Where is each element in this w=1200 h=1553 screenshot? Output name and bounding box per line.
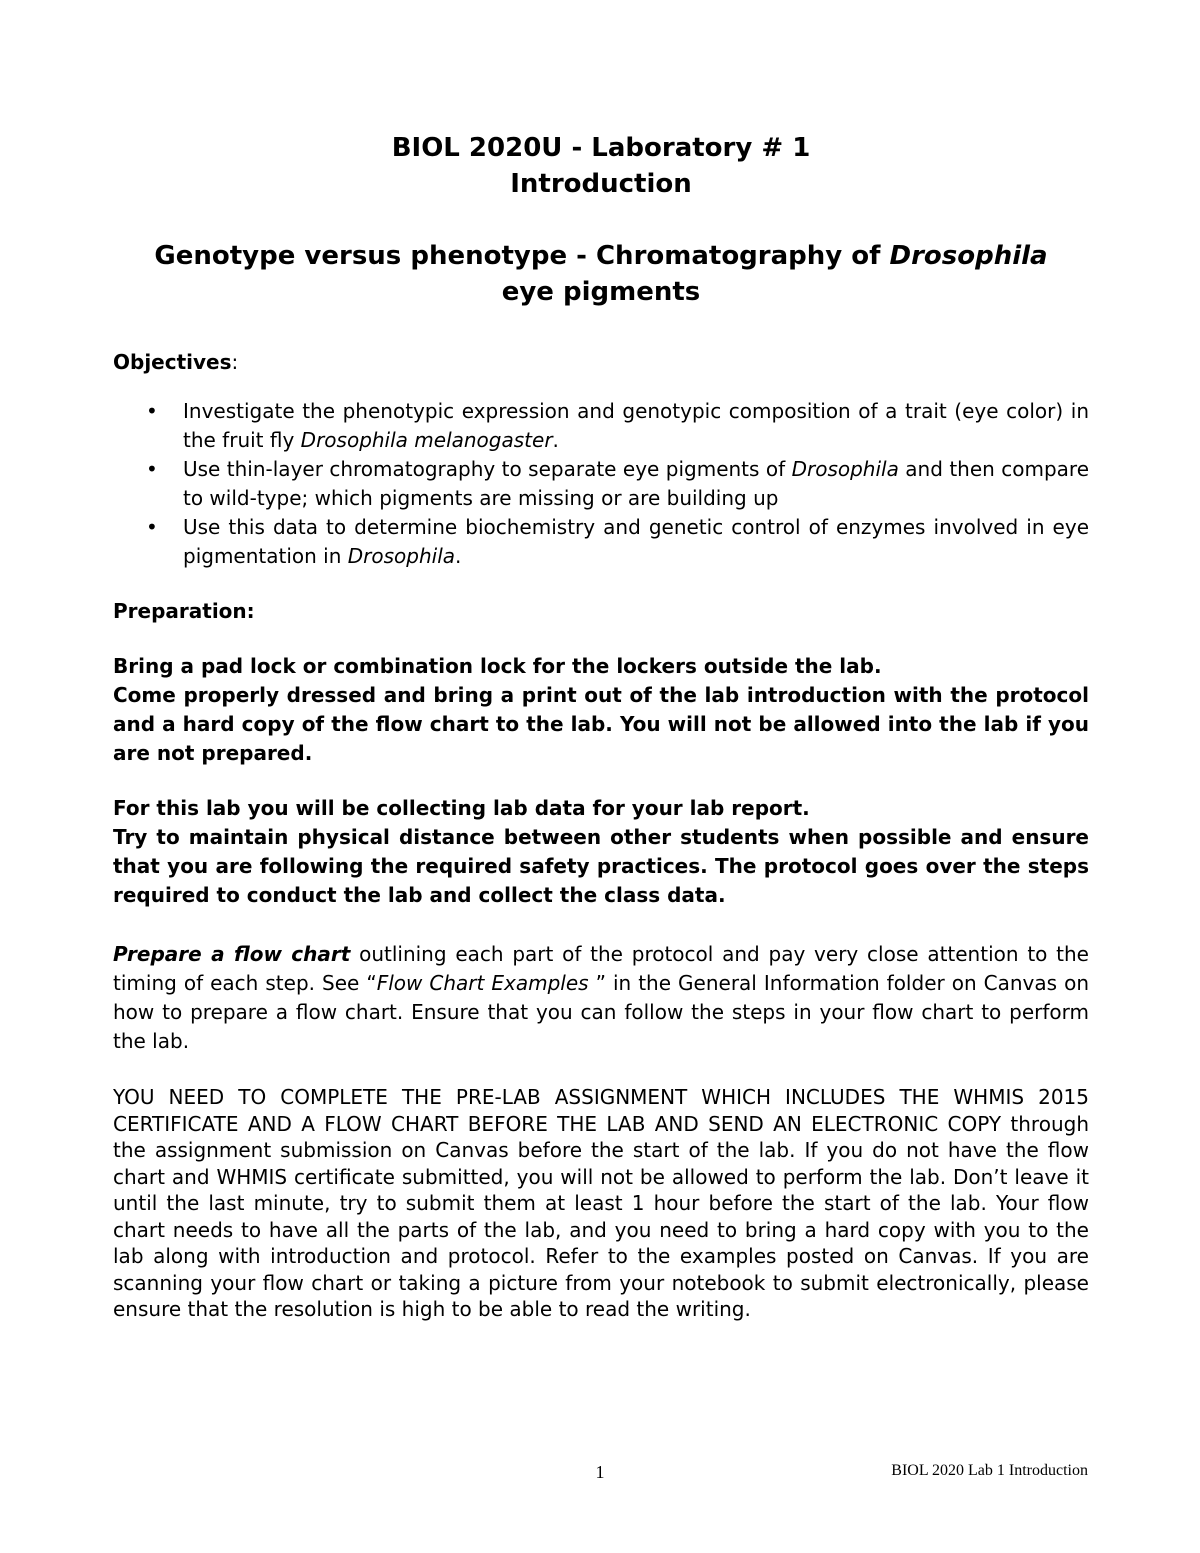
flow-chart-examples-ref: Flow Chart Examples	[376, 971, 589, 995]
footer-document-title: BIOL 2020 Lab 1 Introduction	[891, 1462, 1088, 1479]
safety-note: Try to maintain physical distance between other students when possible and ensure that you are following the required safety practices. The protocol goes over the steps required to conduct the lab and collect the class data.	[113, 825, 1089, 907]
flow-chart-lead: Prepare a flow chart	[113, 942, 351, 966]
objective-text: .	[455, 544, 462, 568]
list-item	[113, 513, 1089, 571]
lab-title: BIOL 2020U - Laboratory # 1	[391, 133, 811, 163]
title-block	[113, 130, 1089, 202]
objective-species: Drosophila	[347, 544, 456, 568]
objective-text: .	[552, 428, 559, 452]
objectives-heading	[113, 348, 1089, 377]
objective-text: Investigate the phenotypic expression and genotypic composition of a trait (eye color) in the fruit fly	[183, 399, 1089, 452]
preparation-paragraph-2	[113, 794, 1089, 910]
preparation-paragraph-1	[113, 652, 1089, 768]
objectives-list	[113, 397, 1089, 571]
lab-section-title: Introduction	[510, 169, 692, 199]
dress-instruction: Come properly dressed and bring a print out of the lab introduction with the protocol and a hard copy of the flow chart to the lab. You will not be allowed into the lab if you are not prepared.	[113, 683, 1089, 765]
subtitle-text-line2: eye pigments	[501, 277, 701, 307]
subtitle-species: Drosophila	[889, 241, 1048, 271]
flow-chart-text: outlining each part of the protocol and pay very close attention to the timing of each step. See “	[113, 942, 1089, 995]
objective-species: Drosophila melanogaster	[300, 428, 553, 452]
objectives-colon: :	[231, 350, 239, 374]
objective-species: Drosophila	[791, 457, 899, 481]
lock-instruction: Bring a pad lock or combination lock for the lockers outside the lab.	[113, 654, 882, 678]
objectives-label: Objectives	[113, 350, 232, 374]
objective-text: Use thin-layer chromatography to separate eye pigments of	[183, 457, 792, 481]
preparation-heading: Preparation:	[113, 599, 255, 623]
page-content	[113, 130, 1089, 1323]
flow-chart-paragraph	[113, 940, 1089, 1056]
lab-subtitle	[113, 238, 1089, 310]
list-item	[113, 397, 1089, 455]
page-number: 1	[595, 1462, 605, 1482]
objective-text: Use this data to determine biochemistry and genetic control of enzymes involved in eye pigmentation in	[183, 515, 1089, 568]
subtitle-text: Genotype versus phenotype - Chromatography of	[154, 241, 890, 271]
objective-text: and then compare to wild-type; which pigments are missing or are building up	[183, 457, 1089, 510]
prelab-paragraph: YOU NEED TO COMPLETE THE PRE-LAB ASSIGNMENT WHICH INCLUDES THE WHMIS 2015 CERTIFICATE AND A FLOW CHART BEFORE THE LAB AND SEND AN ELECTRONIC COPY through the assignment submission on Canvas before the start of the lab. If you do not have the flow chart and WHMIS certificate submitted, you will not be allowed to perform the lab. Don’t leave it until the last minute, try to submit them at least 1 hour before the start of the lab. Your flow chart needs to have all the parts of the lab, and you need to bring a hard copy with you to the lab along with introduction and protocol. Refer to the examples posted on Canvas. If you are scanning your flow chart or taking a picture from your notebook to submit electronically, please ensure that the resolution is high to be able to read the writing.	[113, 1085, 1089, 1321]
data-collection-note: For this lab you will be collecting lab data for your lab report.	[113, 796, 810, 820]
list-item	[113, 455, 1089, 513]
flow-chart-text: ” in the General Information folder on Canvas on how to prepare a flow chart. Ensure that you can follow the steps in your flow chart to perform the lab.	[113, 971, 1089, 1053]
